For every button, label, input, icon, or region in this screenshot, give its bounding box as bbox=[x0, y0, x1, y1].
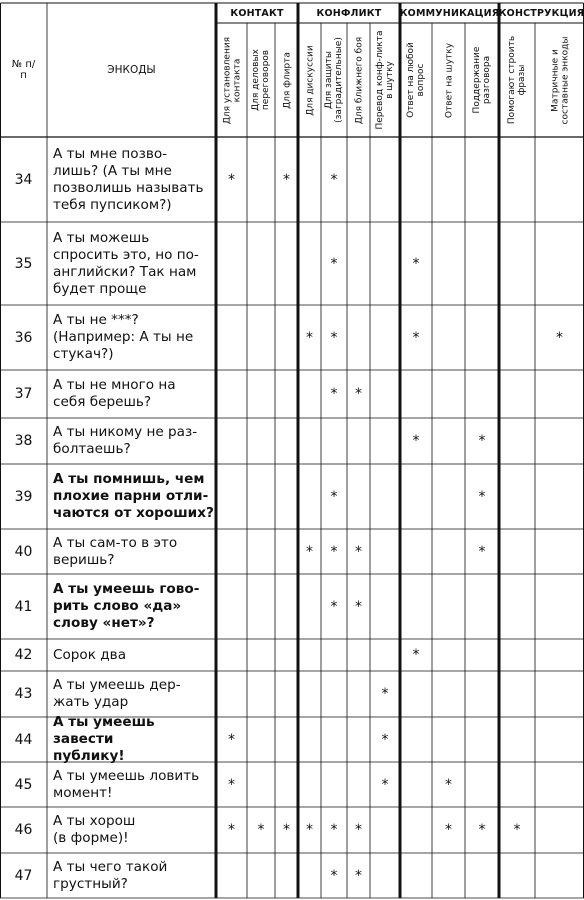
mark-cell: * bbox=[412, 329, 420, 346]
mark-cell bbox=[465, 137, 499, 222]
mark-cell bbox=[400, 807, 432, 853]
row-encode bbox=[47, 853, 216, 898]
column-header-label: Для защиты (заградительные) bbox=[324, 37, 344, 123]
mark-cell bbox=[535, 464, 584, 529]
mark-cell: * bbox=[355, 543, 362, 560]
mark-cell: * bbox=[381, 731, 389, 748]
mark-cell: * bbox=[257, 822, 265, 838]
mark-cell: * bbox=[513, 822, 521, 838]
mark-cell: * bbox=[330, 171, 338, 188]
row-encode bbox=[47, 574, 216, 639]
mark-cell bbox=[400, 717, 432, 762]
mark-cell: * bbox=[330, 867, 338, 884]
mark-cell bbox=[499, 418, 535, 464]
encode-line: А ты помнишь, чем bbox=[53, 471, 205, 487]
mark-cell: * bbox=[355, 598, 362, 615]
mark-cell: * bbox=[228, 171, 235, 188]
column-header-label: Для флирта bbox=[281, 51, 292, 109]
mark-cell: * bbox=[445, 776, 452, 793]
mark-cell bbox=[275, 762, 298, 807]
row-encode bbox=[47, 305, 216, 370]
mark-cell bbox=[298, 671, 321, 717]
mark-cell bbox=[216, 529, 247, 574]
mark-cell bbox=[298, 639, 321, 671]
column-header bbox=[321, 23, 347, 137]
column-header bbox=[370, 23, 400, 137]
mark-cell bbox=[347, 639, 370, 671]
mark-cell bbox=[347, 464, 370, 529]
mark-cell bbox=[465, 762, 499, 807]
row-number: 46 bbox=[14, 822, 33, 838]
mark-cell bbox=[499, 574, 535, 639]
mark-cell bbox=[247, 464, 275, 529]
row-number: 35 bbox=[14, 255, 33, 272]
mark-cell bbox=[499, 370, 535, 418]
mark-cell bbox=[298, 574, 321, 639]
mark-cell bbox=[216, 222, 247, 305]
mark-cell: * bbox=[478, 433, 486, 449]
column-header-label: Перевод конф-ликта в шутку bbox=[375, 30, 395, 130]
mark-cell bbox=[275, 464, 298, 529]
row-encode bbox=[47, 529, 216, 574]
encode-line: спросить это, но по- bbox=[53, 246, 199, 263]
mark-cell bbox=[298, 418, 321, 464]
mark-cell bbox=[216, 370, 247, 418]
row-encode bbox=[47, 762, 216, 807]
mark-cell bbox=[247, 137, 275, 222]
column-header-label: Для дискуссии bbox=[304, 44, 315, 116]
mark-cell bbox=[535, 807, 584, 853]
mark-cell bbox=[465, 717, 499, 762]
mark-cell bbox=[465, 305, 499, 370]
group-header: КОНФЛИКТ bbox=[316, 7, 382, 19]
mark-cell bbox=[432, 137, 465, 222]
column-header bbox=[216, 23, 247, 137]
mark-cell bbox=[347, 762, 370, 807]
encode-line: веришь? bbox=[53, 551, 115, 568]
encode-text bbox=[53, 230, 199, 298]
mark-cell bbox=[275, 639, 298, 671]
row-number: 34 bbox=[14, 171, 33, 188]
mark-cell bbox=[298, 370, 321, 418]
mark-cell bbox=[275, 671, 298, 717]
mark-cell bbox=[247, 639, 275, 671]
encode-text bbox=[53, 424, 197, 458]
column-header-label: Поддержание разговора bbox=[472, 46, 492, 114]
encode-line: момент! bbox=[53, 784, 113, 801]
mark-cell bbox=[216, 574, 247, 639]
mark-cell bbox=[535, 574, 584, 639]
mark-cell bbox=[247, 853, 275, 898]
encode-line: болтаешь? bbox=[53, 441, 131, 457]
mark-cell: * bbox=[330, 598, 338, 615]
mark-cell bbox=[347, 137, 370, 222]
header-encodes: ЭНКОДЫ bbox=[107, 63, 156, 76]
encode-text bbox=[53, 859, 167, 893]
mark-cell bbox=[535, 222, 584, 305]
row-encode bbox=[47, 807, 216, 853]
mark-cell bbox=[432, 222, 465, 305]
mark-cell: * bbox=[445, 822, 452, 838]
column-header-label: Ответ на шутку bbox=[443, 42, 454, 118]
mark-cell bbox=[535, 717, 584, 762]
mark-cell bbox=[275, 529, 298, 574]
row-number: 38 bbox=[14, 433, 33, 449]
mark-cell: * bbox=[355, 867, 362, 884]
mark-cell bbox=[499, 222, 535, 305]
mark-cell bbox=[370, 370, 400, 418]
column-header bbox=[535, 23, 584, 137]
row-encode bbox=[47, 137, 216, 222]
mark-cell: * bbox=[412, 255, 420, 272]
mark-cell bbox=[321, 762, 347, 807]
mark-cell bbox=[370, 529, 400, 574]
mark-cell bbox=[298, 717, 321, 762]
mark-cell bbox=[247, 305, 275, 370]
encode-line: лишь? (А ты мне bbox=[53, 162, 172, 179]
encode-text bbox=[53, 813, 135, 847]
column-header bbox=[347, 23, 370, 137]
mark-cell: * bbox=[306, 822, 313, 838]
column-header-label: Матричные и составные энкоды bbox=[549, 36, 570, 124]
mark-cell bbox=[370, 807, 400, 853]
encode-text bbox=[53, 581, 199, 632]
mark-cell bbox=[298, 464, 321, 529]
mark-cell bbox=[432, 370, 465, 418]
mark-cell: * bbox=[355, 822, 362, 838]
column-header-label: Для установления контакта bbox=[221, 36, 242, 124]
mark-cell bbox=[400, 762, 432, 807]
mark-cell bbox=[465, 370, 499, 418]
row-encode bbox=[47, 222, 216, 305]
mark-cell bbox=[465, 574, 499, 639]
encode-line: (Например: А ты не bbox=[53, 329, 194, 345]
mark-cell bbox=[499, 305, 535, 370]
mark-cell: * bbox=[412, 433, 420, 449]
mark-cell bbox=[465, 222, 499, 305]
encode-text bbox=[53, 714, 214, 765]
encode-line: жать удар bbox=[53, 694, 129, 710]
row-number: 39 bbox=[14, 488, 33, 505]
row-encode bbox=[47, 671, 216, 717]
mark-cell bbox=[347, 671, 370, 717]
encode-text bbox=[53, 146, 204, 214]
mark-cell bbox=[535, 853, 584, 898]
mark-cell bbox=[298, 137, 321, 222]
mark-cell: * bbox=[478, 488, 486, 505]
mark-cell bbox=[275, 853, 298, 898]
mark-cell bbox=[499, 671, 535, 717]
column-header bbox=[275, 23, 298, 137]
mark-cell bbox=[400, 671, 432, 717]
row-number: 42 bbox=[14, 647, 33, 663]
encode-line: А ты умеешь гово- bbox=[53, 581, 200, 597]
mark-cell bbox=[432, 529, 465, 574]
group-header: КОММУНИКАЦИЯ bbox=[399, 7, 500, 19]
mark-cell bbox=[275, 222, 298, 305]
mark-cell bbox=[370, 222, 400, 305]
mark-cell bbox=[275, 574, 298, 639]
column-header bbox=[247, 23, 275, 137]
mark-cell bbox=[400, 853, 432, 898]
row-number: 45 bbox=[14, 776, 33, 793]
mark-cell: * bbox=[330, 543, 338, 560]
mark-cell bbox=[499, 464, 535, 529]
row-encode bbox=[47, 639, 216, 671]
mark-cell bbox=[465, 671, 499, 717]
mark-cell bbox=[400, 370, 432, 418]
mark-cell bbox=[432, 717, 465, 762]
mark-cell bbox=[321, 717, 347, 762]
mark-cell bbox=[432, 853, 465, 898]
mark-cell bbox=[275, 717, 298, 762]
mark-cell bbox=[247, 418, 275, 464]
mark-cell: * bbox=[283, 171, 290, 188]
mark-cell bbox=[247, 717, 275, 762]
mark-cell bbox=[370, 137, 400, 222]
column-header bbox=[298, 23, 321, 137]
mark-cell bbox=[247, 222, 275, 305]
mark-cell bbox=[247, 370, 275, 418]
mark-cell bbox=[432, 418, 465, 464]
mark-cell bbox=[321, 418, 347, 464]
encode-line: А ты никому не раз- bbox=[53, 424, 198, 440]
encode-line: чаются от хороших? bbox=[53, 505, 214, 521]
row-number: 44 bbox=[14, 731, 33, 748]
mark-cell bbox=[499, 529, 535, 574]
mark-cell: * bbox=[478, 822, 486, 838]
mark-cell bbox=[499, 762, 535, 807]
encode-line: А ты можешь bbox=[53, 229, 150, 246]
mark-cell bbox=[347, 418, 370, 464]
mark-cell bbox=[370, 464, 400, 529]
mark-cell bbox=[247, 671, 275, 717]
row-encode bbox=[47, 418, 216, 464]
mark-cell: * bbox=[330, 488, 338, 505]
encode-line: А ты мне позво- bbox=[53, 145, 168, 162]
row-number: 40 bbox=[14, 543, 33, 560]
mark-cell bbox=[400, 529, 432, 574]
mark-cell bbox=[535, 529, 584, 574]
encode-line: рить слово «да» bbox=[53, 598, 182, 614]
group-header: КОНТАКТ bbox=[230, 7, 284, 19]
mark-cell bbox=[216, 305, 247, 370]
mark-cell bbox=[216, 853, 247, 898]
encode-line: слову «нет»? bbox=[53, 615, 155, 631]
encode-line: будет проще bbox=[53, 280, 147, 297]
encode-text bbox=[53, 768, 199, 802]
mark-cell bbox=[321, 639, 347, 671]
mark-cell bbox=[499, 853, 535, 898]
mark-cell bbox=[298, 853, 321, 898]
mark-cell bbox=[400, 464, 432, 529]
mark-cell bbox=[298, 222, 321, 305]
mark-cell bbox=[370, 418, 400, 464]
mark-cell bbox=[347, 717, 370, 762]
mark-cell: * bbox=[355, 386, 362, 402]
encode-line: (в форме)! bbox=[53, 830, 129, 846]
mark-cell: * bbox=[478, 543, 486, 560]
mark-cell: * bbox=[412, 647, 420, 663]
encode-line: А ты умеешь дер- bbox=[53, 677, 181, 693]
mark-cell: * bbox=[381, 686, 389, 702]
mark-cell bbox=[370, 574, 400, 639]
encode-line: А ты чего такой bbox=[53, 858, 168, 875]
mark-cell bbox=[535, 671, 584, 717]
column-header-label: Ответ на любой вопрос bbox=[406, 42, 426, 118]
mark-cell bbox=[400, 574, 432, 639]
mark-cell bbox=[535, 370, 584, 418]
mark-cell bbox=[535, 639, 584, 671]
encode-text bbox=[53, 535, 177, 569]
encode-line: стукач?) bbox=[53, 346, 114, 362]
mark-cell bbox=[499, 717, 535, 762]
encode-text bbox=[53, 377, 176, 411]
mark-cell bbox=[247, 574, 275, 639]
encode-line: Сорок два bbox=[53, 646, 127, 663]
mark-cell: * bbox=[330, 386, 338, 402]
row-number: 36 bbox=[14, 329, 33, 346]
mark-cell: * bbox=[330, 329, 338, 346]
encode-text bbox=[53, 312, 193, 363]
encode-text bbox=[53, 677, 181, 711]
mark-cell bbox=[298, 762, 321, 807]
header-number: № п/п bbox=[11, 59, 36, 81]
encode-line: А ты сам-то в это bbox=[53, 534, 178, 551]
mark-cell bbox=[432, 464, 465, 529]
encode-line: плохие парни отли- bbox=[53, 488, 209, 504]
encode-line: А ты умеешь завести bbox=[53, 714, 155, 747]
column-header bbox=[400, 23, 432, 137]
encode-line: А ты не много на bbox=[53, 377, 176, 393]
column-header bbox=[432, 23, 465, 137]
mark-cell bbox=[216, 418, 247, 464]
row-number: 43 bbox=[14, 686, 33, 702]
mark-cell bbox=[465, 639, 499, 671]
column-header-label: Для ближнего боя bbox=[353, 36, 364, 124]
mark-cell bbox=[535, 137, 584, 222]
mark-cell bbox=[499, 639, 535, 671]
mark-cell bbox=[216, 464, 247, 529]
mark-cell bbox=[275, 305, 298, 370]
mark-cell: * bbox=[330, 255, 338, 272]
row-encode bbox=[47, 370, 216, 418]
mark-cell: * bbox=[228, 731, 235, 748]
mark-cell bbox=[535, 418, 584, 464]
encode-line: английски? Так нам bbox=[53, 263, 197, 280]
encode-line: себя берешь? bbox=[53, 394, 152, 410]
mark-cell: * bbox=[228, 776, 235, 793]
column-header-label: Помогают строить фразы bbox=[507, 35, 527, 125]
mark-cell bbox=[216, 671, 247, 717]
mark-cell bbox=[432, 671, 465, 717]
mark-cell bbox=[247, 762, 275, 807]
mark-cell bbox=[247, 529, 275, 574]
encode-line: публику! bbox=[53, 748, 125, 764]
encode-text bbox=[53, 471, 214, 522]
mark-cell bbox=[432, 305, 465, 370]
group-header: КОНСТРУКЦИЯ bbox=[498, 7, 584, 19]
encode-line: А ты не ***? bbox=[53, 312, 139, 328]
mark-cell bbox=[432, 574, 465, 639]
encode-line: А ты хорош bbox=[53, 813, 136, 829]
mark-cell bbox=[370, 639, 400, 671]
mark-cell bbox=[370, 305, 400, 370]
mark-cell: * bbox=[330, 822, 338, 838]
mark-cell bbox=[275, 418, 298, 464]
row-number: 47 bbox=[14, 867, 33, 884]
encode-line: позволишь называть bbox=[53, 179, 204, 196]
mark-cell bbox=[432, 639, 465, 671]
row-encode bbox=[47, 714, 216, 764]
row-number: 41 bbox=[14, 598, 33, 615]
encode-line: грустный? bbox=[53, 875, 128, 892]
column-header bbox=[465, 23, 499, 137]
mark-cell bbox=[535, 762, 584, 807]
encode-text bbox=[53, 647, 126, 664]
mark-cell bbox=[275, 370, 298, 418]
row-number: 37 bbox=[14, 386, 33, 402]
mark-cell: * bbox=[381, 776, 389, 793]
column-header-label: Для деловых переговоров bbox=[251, 49, 271, 111]
mark-cell: * bbox=[306, 543, 313, 560]
mark-cell bbox=[465, 853, 499, 898]
mark-cell bbox=[499, 137, 535, 222]
mark-cell bbox=[347, 305, 370, 370]
mark-cell bbox=[347, 222, 370, 305]
mark-cell bbox=[400, 137, 432, 222]
mark-cell: * bbox=[228, 822, 235, 838]
mark-cell bbox=[216, 639, 247, 671]
mark-cell: * bbox=[283, 822, 290, 838]
mark-cell: * bbox=[306, 329, 313, 346]
mark-cell: * bbox=[556, 329, 563, 346]
row-encode bbox=[47, 464, 216, 529]
mark-cell bbox=[370, 853, 400, 898]
column-header bbox=[499, 23, 535, 137]
mark-cell bbox=[321, 671, 347, 717]
encode-line: тебя пупсиком?) bbox=[53, 196, 172, 213]
encode-line: А ты умеешь ловить bbox=[53, 767, 200, 784]
